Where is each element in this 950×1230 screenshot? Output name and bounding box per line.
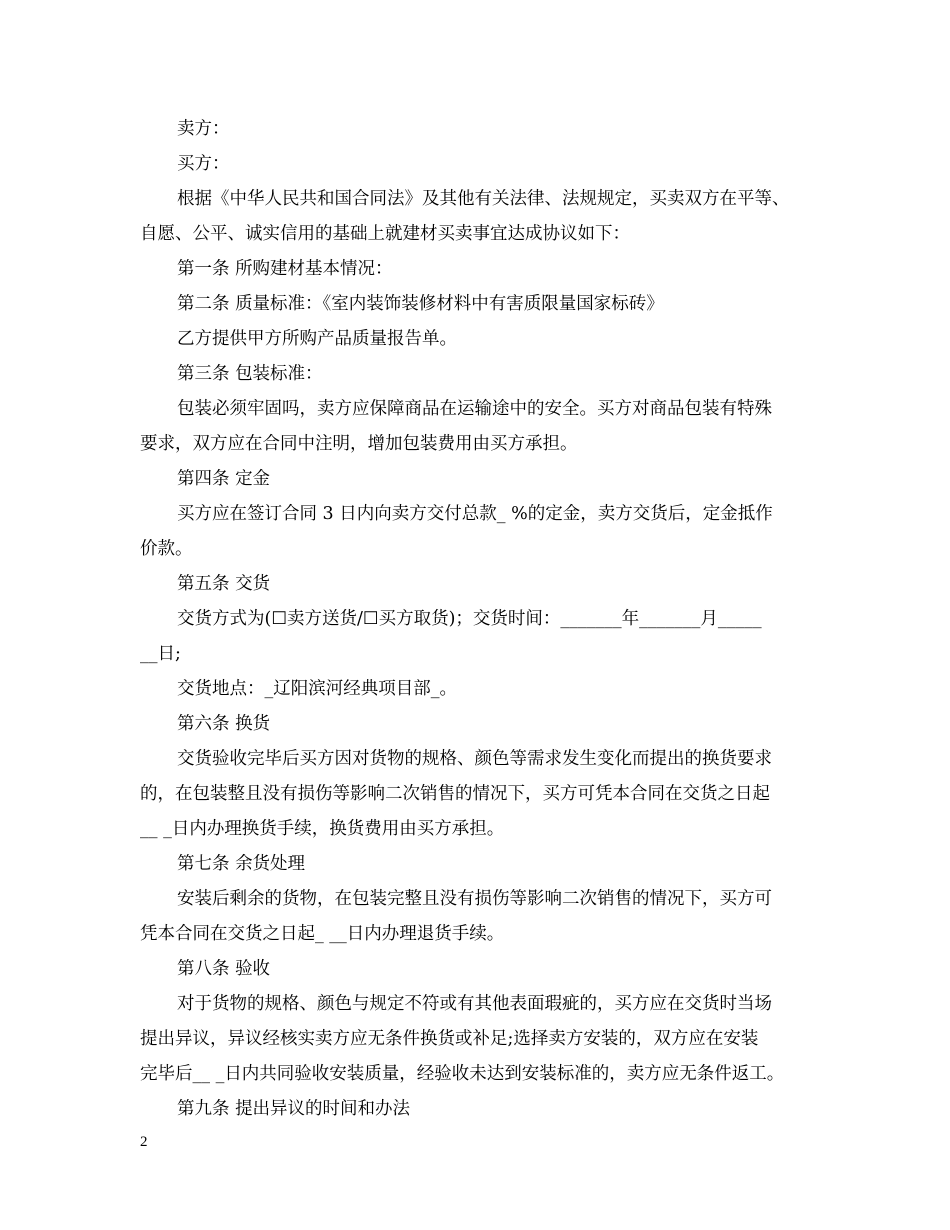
text-line: 安装后剩余的货物，在包装完整且没有损伤等影响二次销售的情况下，买方可 [177,889,772,909]
text-line: 第九条 提出异议的时间和办法 [177,1099,411,1119]
text-line: __日; [140,644,181,664]
text-line: 第八条 验收 [177,959,271,979]
text-line: 第七条 余货处理 [177,854,306,874]
text-line: 第五条 交货 [177,574,271,594]
text-line: 的，在包装整且没有损伤等影响二次销售的情况下，买方可凭本合同在交货之日起 [140,784,770,804]
text-line: 提出异议，异议经核实卖方应无条件换货或补足;选择卖方安装的，双方应在安装 [140,1029,759,1049]
text-line: 卖方： [177,119,230,139]
text-line: 第二条 质量标准：《室内装饰装修材料中有害质限量国家标砖》 [177,294,664,314]
text-line: __ _日内办理换货手续，换货费用由买方承担。 [140,819,505,839]
page-number: 2 [140,1134,148,1150]
text-line: 第六条 换货 [177,714,271,734]
text-line: 交货地点：_辽阳滨河经典项目部_。 [177,679,457,699]
text-line: 第三条 包装标准： [177,364,323,384]
text-line: 完毕后__ _日内共同验收安装质量，经验收未达到安装标准的，卖方应无条件返工。 [140,1064,785,1084]
text-line: 买方： [177,154,230,174]
text-line: 第一条 所购建材基本情况： [177,259,393,279]
text-line: 交货方式为(☐卖方送货/☐买方取货)；交货时间：_______年_______月_____ [177,609,762,629]
text-line: 乙方提供甲方所购产品质量报告单。 [177,329,457,349]
text-line: 要求，双方应在合同中注明，增加包装费用由买方承担。 [140,434,578,454]
text-line: 凭本合同在交货之日起_ __日内办理退货手续。 [140,924,505,944]
text-line: 自愿、公平、诚实信用的基础上就建材买卖事宜达成协议如下： [140,224,630,244]
text-line: 包装必须牢固吗，卖方应保障商品在运输途中的安全。买方对商品包装有特殊 [177,399,772,419]
text-line: 对于货物的规格、颜色与规定不符或有其他表面瑕疵的，买方应在交货时当场 [177,994,772,1014]
text-line: 交货验收完毕后买方因对货物的规格、颜色等需求发生变化而提出的换货要求 [177,749,772,769]
text-line: 买方应在签订合同 3 日内向卖方交付总款_ %的定金，卖方交货后，定金抵作 [177,504,773,524]
text-line: 价款。 [140,539,193,559]
text-line: 第四条 定金 [177,469,271,489]
text-line: 根据《中华人民共和国合同法》及其他有关法律、法规规定，买卖双方在平等、 [177,189,790,209]
contract-body [140,112,820,1127]
